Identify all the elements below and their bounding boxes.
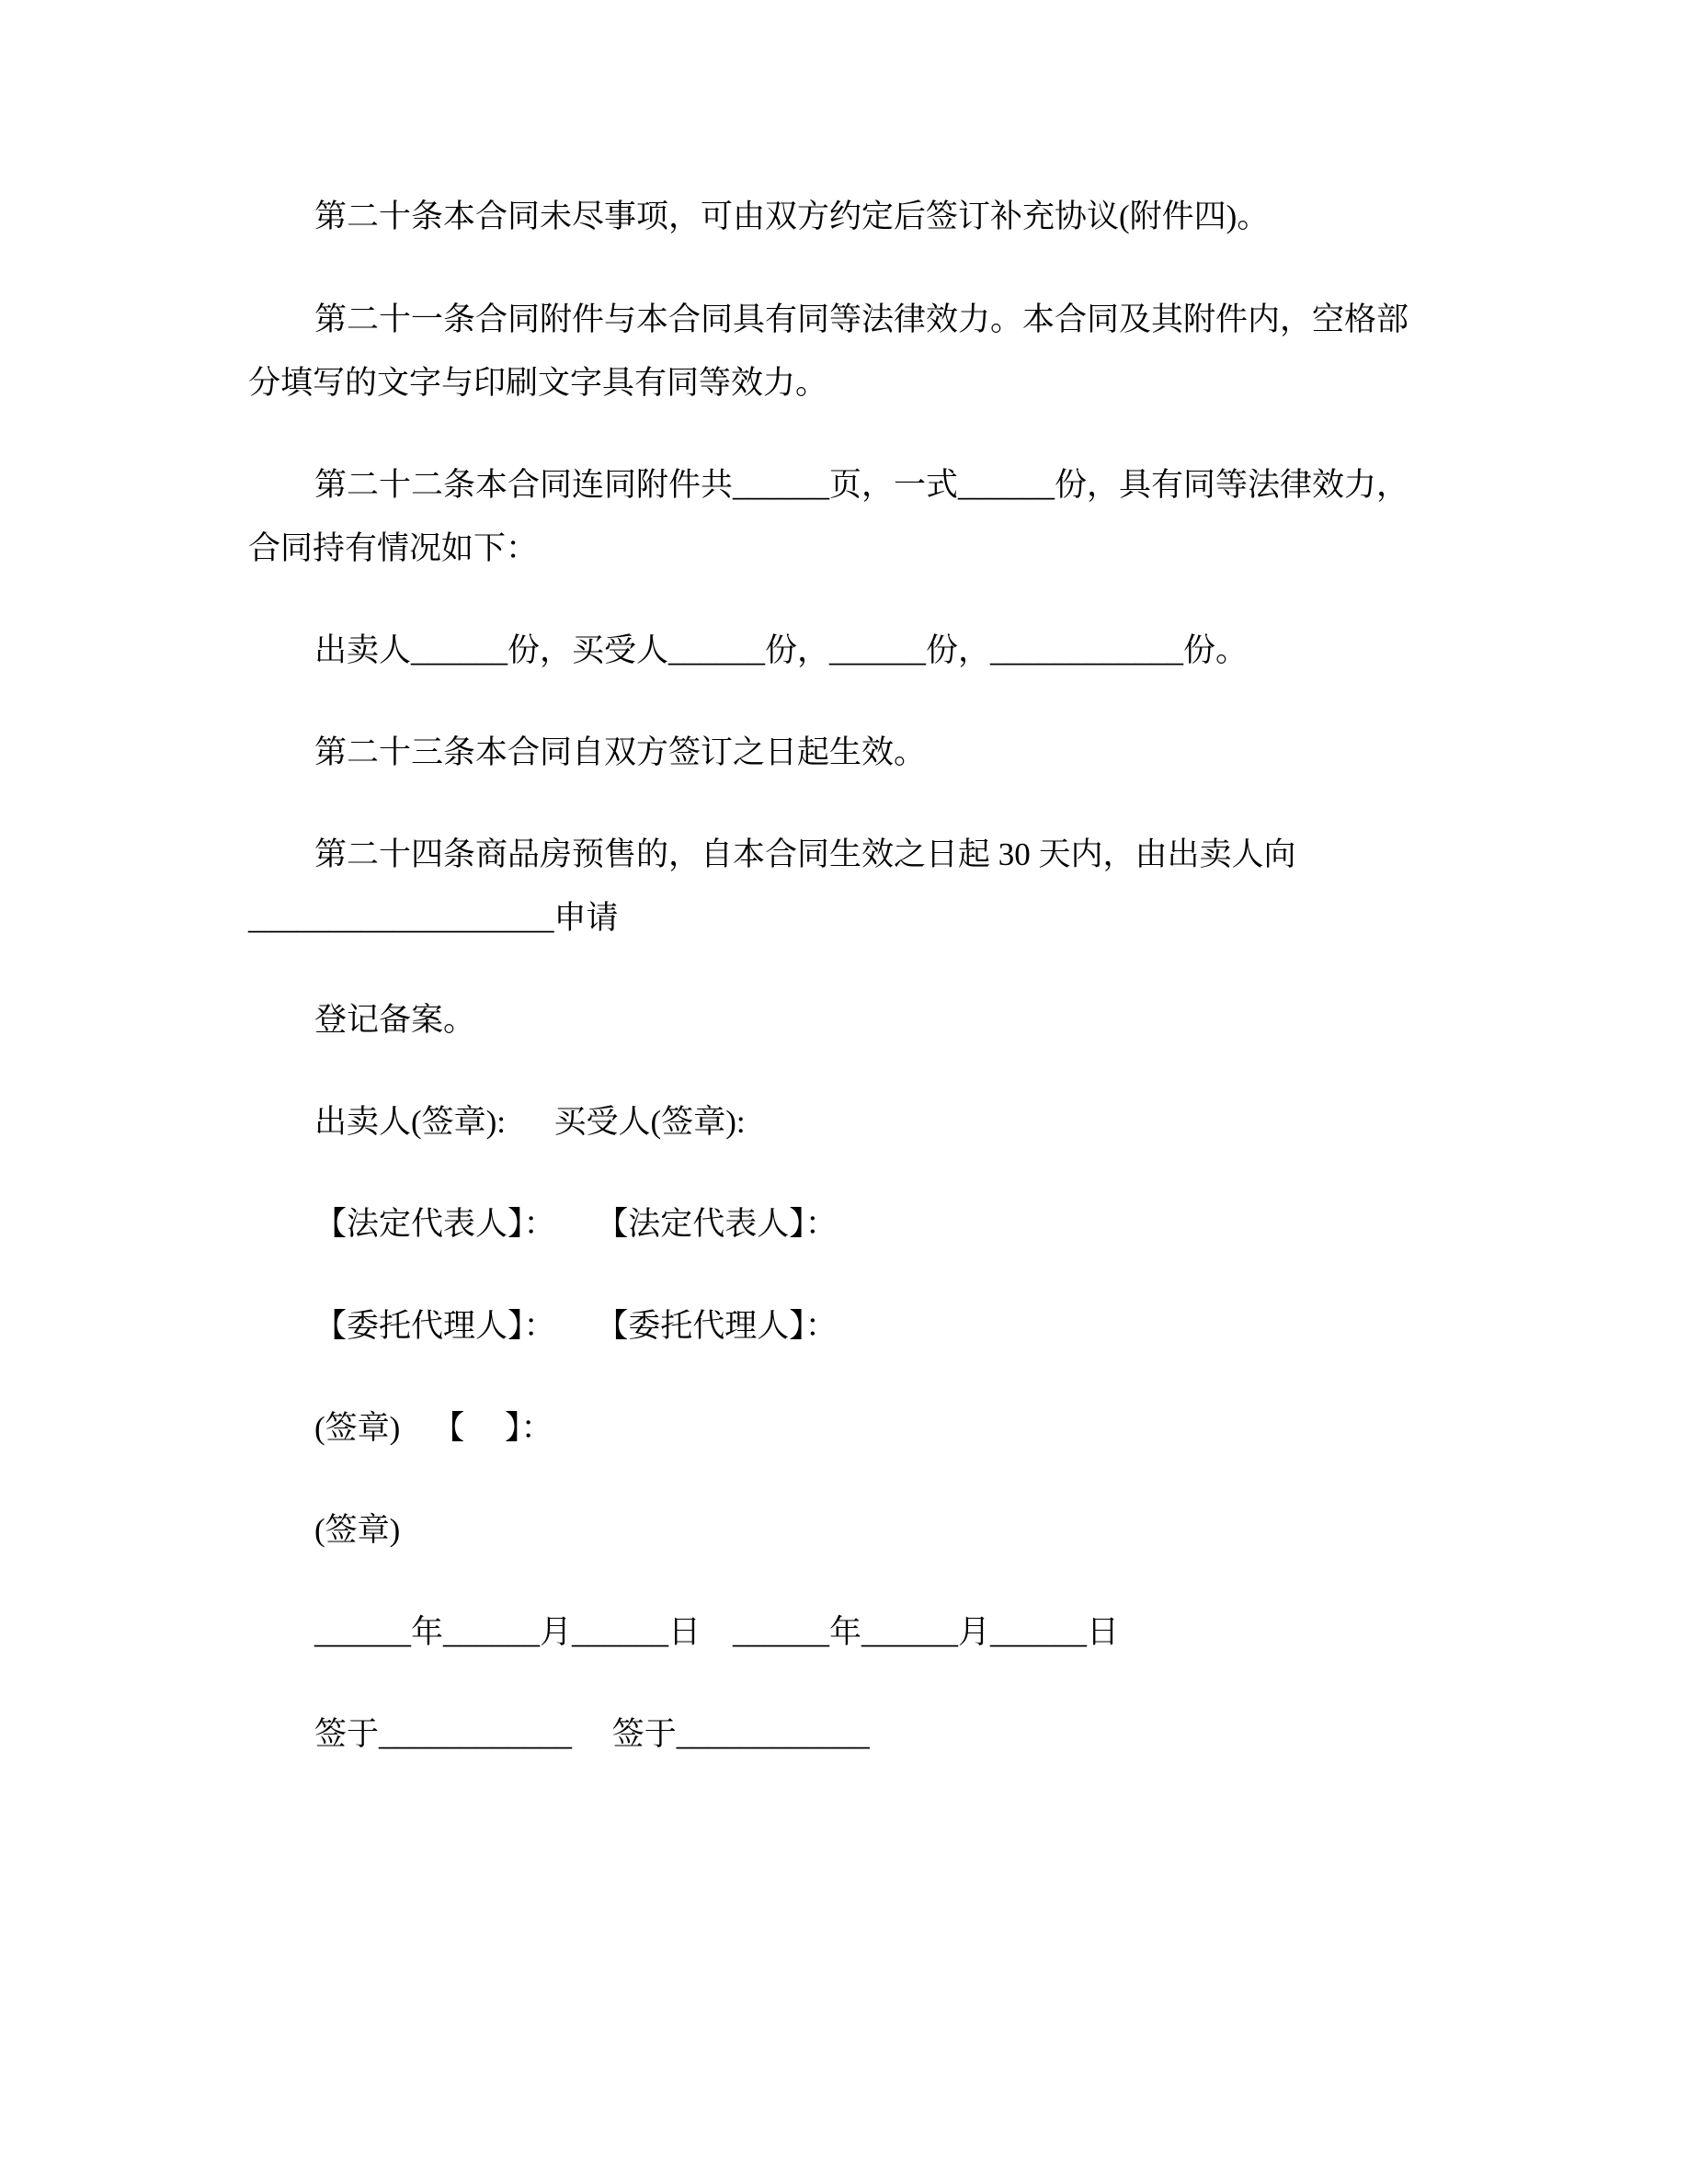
copies-distribution: 出卖人______份，买受人______份，______份，____________份。 — [314, 632, 1249, 668]
clause-22-line2: 合同持有情况如下： — [248, 530, 539, 566]
clause-20: 第二十条本合同未尽事项，可由双方约定后签订补充协议(附件四)。 — [314, 199, 1270, 234]
clause-21-line2: 分填写的文字与印刷文字具有同等效力。 — [248, 365, 828, 401]
clause-24-line2: ___________________申请 — [248, 900, 619, 936]
legal-representative: 【法定代表人】： 【法定代表人】： — [314, 1206, 838, 1242]
clause-24-line3: 登记备案。 — [314, 1002, 476, 1038]
clause-24-line1: 第二十四条商品房预售的，自本合同生效之日起 30 天内，由出卖人向 — [314, 836, 1296, 872]
date-line: ______年______月______日 ______年______月______日 — [314, 1614, 1120, 1650]
clause-23: 第二十三条本合同自双方签订之日起生效。 — [314, 734, 927, 770]
seal-line2: (签章) — [314, 1512, 401, 1548]
clause-21-line1: 第二十一条合同附件与本合同具有同等法律效力。本合同及其附件内，空格部 — [314, 301, 1409, 337]
clause-22-line1: 第二十二条本合同连同附件共______页，一式______份，具有同等法律效力， — [314, 467, 1409, 503]
seal-line1: (签章) 【 】： — [314, 1410, 553, 1446]
authorized-agent: 【委托代理人】： 【委托代理人】： — [314, 1308, 838, 1344]
signature-parties: 出卖人(签章): 买受人(签章): — [314, 1104, 746, 1140]
signed-at-line: 签于____________ 签于____________ — [314, 1716, 870, 1752]
